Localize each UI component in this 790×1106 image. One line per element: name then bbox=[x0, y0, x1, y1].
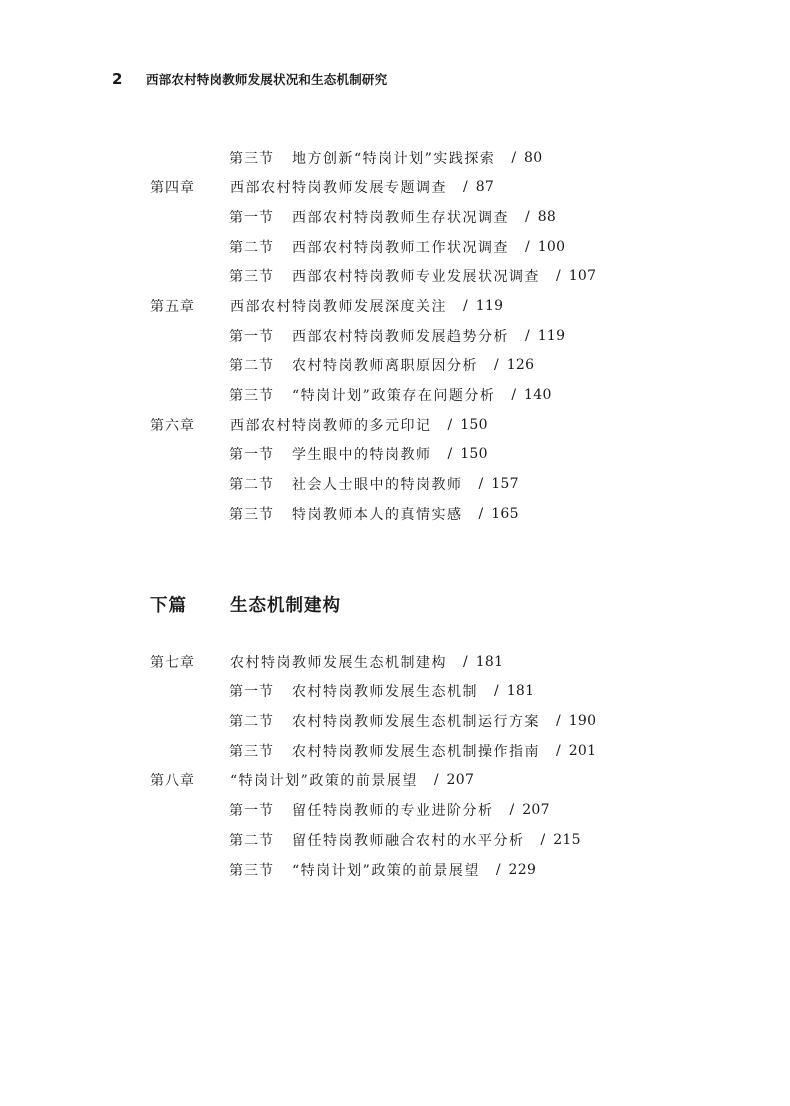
toc-chapter-title: 农村特岗教师发展生态机制建构 bbox=[230, 655, 447, 671]
toc-section-title: 地方创新“特岗计划”实践探索 bbox=[292, 151, 496, 167]
toc-section-title: 西部农村特岗教师专业发展状况调查 bbox=[292, 269, 540, 285]
toc-chapter-row[interactable] bbox=[150, 176, 494, 198]
toc-section-title: 社会人士眼中的特岗教师 bbox=[292, 477, 463, 493]
toc-page-number: 100 bbox=[537, 239, 566, 255]
part-title: 生态机制建构 bbox=[230, 595, 341, 616]
toc-page-number: 88 bbox=[537, 209, 557, 225]
toc-section-label: 第一节 bbox=[229, 210, 274, 226]
toc-page-number: 207 bbox=[522, 802, 550, 818]
toc-separator: / bbox=[511, 387, 517, 403]
toc-section-label: 第二节 bbox=[229, 240, 274, 256]
toc-separator: / bbox=[478, 506, 484, 522]
toc-section-title: 农村特岗教师发展生态机制操作指南 bbox=[292, 744, 540, 760]
toc-section-label: 第三节 bbox=[229, 744, 274, 760]
toc-section-row[interactable] bbox=[229, 859, 536, 881]
toc-chapter-title: “特岗计划”政策的前景展望 bbox=[230, 773, 418, 789]
toc-section-label: 第三节 bbox=[229, 507, 274, 523]
toc-page-number: 207 bbox=[446, 772, 475, 788]
toc-section-label: 第三节 bbox=[229, 388, 274, 404]
toc-separator: / bbox=[525, 328, 530, 344]
toc-chapter-label: 第八章 bbox=[150, 773, 195, 789]
toc-section-row[interactable] bbox=[229, 354, 534, 376]
toc-page-number: 215 bbox=[553, 832, 581, 848]
toc-separator: / bbox=[494, 683, 499, 699]
toc-chapter-row[interactable] bbox=[150, 295, 503, 317]
toc-section-row[interactable] bbox=[229, 147, 542, 169]
toc-section-label: 第一节 bbox=[229, 329, 274, 345]
toc-separator: / bbox=[478, 476, 484, 492]
toc-separator: / bbox=[525, 209, 530, 225]
toc-chapter-label: 第七章 bbox=[150, 655, 195, 671]
toc-page-number: 107 bbox=[568, 268, 597, 284]
toc-page-number: 80 bbox=[524, 150, 543, 166]
toc-section-label: 第一节 bbox=[229, 447, 274, 463]
toc-section-title: “特岗计划”政策的前景展望 bbox=[292, 863, 480, 879]
toc-separator: / bbox=[494, 357, 499, 373]
toc-section-row[interactable] bbox=[229, 680, 534, 702]
toc-section-row[interactable] bbox=[229, 236, 565, 258]
toc-section-title: 农村特岗教师离职原因分析 bbox=[292, 358, 478, 374]
toc-separator: / bbox=[433, 772, 439, 788]
toc-section-label: 第二节 bbox=[229, 477, 274, 493]
toc-separator: / bbox=[463, 654, 468, 670]
toc-section-label: 第一节 bbox=[229, 803, 274, 819]
toc-section-title: 农村特岗教师发展生态机制 bbox=[292, 684, 478, 700]
toc-separator: / bbox=[540, 832, 546, 848]
toc-section-title: 留任特岗教师融合农村的水平分析 bbox=[292, 833, 525, 849]
toc-section-row[interactable] bbox=[229, 265, 596, 287]
toc-separator: / bbox=[511, 150, 517, 166]
toc-page-number: 229 bbox=[508, 862, 537, 878]
toc-separator: / bbox=[447, 446, 453, 462]
toc-section-label: 第一节 bbox=[229, 684, 274, 700]
toc-section-title: 西部农村特岗教师生存状况调查 bbox=[292, 210, 509, 226]
toc-section-label: 第二节 bbox=[229, 358, 274, 374]
toc-separator: / bbox=[556, 268, 561, 284]
toc-separator: / bbox=[556, 713, 561, 729]
toc-separator: / bbox=[509, 802, 515, 818]
toc-section-label: 第三节 bbox=[229, 863, 274, 879]
toc-page-number: 119 bbox=[537, 328, 566, 344]
toc-page-number: 181 bbox=[506, 683, 535, 699]
toc-chapter-row[interactable] bbox=[150, 651, 503, 673]
toc-page-number: 140 bbox=[524, 387, 552, 403]
toc-chapter-label: 第五章 bbox=[150, 299, 195, 315]
running-header bbox=[112, 68, 387, 90]
toc-section-row[interactable] bbox=[229, 325, 565, 347]
page-number: 2 bbox=[112, 70, 123, 88]
part-label: 下篇 bbox=[150, 595, 187, 616]
toc-section-row[interactable] bbox=[229, 829, 581, 851]
toc-page-number: 201 bbox=[568, 743, 597, 759]
toc-section-label: 第三节 bbox=[229, 269, 274, 285]
toc-section-title: “特岗计划”政策存在问题分析 bbox=[292, 388, 496, 404]
toc-page-number: 87 bbox=[475, 179, 495, 195]
toc-section-row[interactable] bbox=[229, 443, 488, 465]
toc-section-title: 西部农村特岗教师工作状况调查 bbox=[292, 240, 509, 256]
toc-section-row[interactable] bbox=[229, 799, 550, 821]
toc-page-number: 150 bbox=[460, 446, 488, 462]
toc-chapter-row[interactable] bbox=[150, 414, 488, 436]
toc-separator: / bbox=[463, 179, 468, 195]
toc-section-row[interactable] bbox=[229, 384, 552, 406]
toc-page-number: 190 bbox=[568, 713, 597, 729]
toc-section-row[interactable] bbox=[229, 740, 596, 762]
toc-page-number: 126 bbox=[506, 357, 535, 373]
toc-section-row[interactable] bbox=[229, 503, 519, 525]
toc-chapter-title: 西部农村特岗教师发展深度关注 bbox=[230, 299, 447, 315]
toc-section-title: 农村特岗教师发展生态机制运行方案 bbox=[292, 714, 540, 730]
toc-separator: / bbox=[447, 417, 453, 433]
toc-separator: / bbox=[463, 298, 468, 314]
toc-chapter-title: 西部农村特岗教师发展专题调查 bbox=[230, 180, 447, 196]
toc-separator: / bbox=[556, 743, 561, 759]
toc-page-number: 119 bbox=[475, 298, 504, 314]
toc-section-title: 特岗教师本人的真情实感 bbox=[292, 507, 463, 523]
toc-section-title: 西部农村特岗教师发展趋势分析 bbox=[292, 329, 509, 345]
toc-chapter-label: 第四章 bbox=[150, 180, 195, 196]
toc-page-number: 181 bbox=[475, 654, 504, 670]
toc-section-title: 学生眼中的特岗教师 bbox=[292, 447, 432, 463]
toc-section-row[interactable] bbox=[229, 473, 519, 495]
toc-separator: / bbox=[495, 862, 501, 878]
toc-chapter-label: 第六章 bbox=[150, 418, 195, 434]
toc-page-number: 165 bbox=[491, 506, 519, 522]
toc-section-label: 第二节 bbox=[229, 833, 274, 849]
toc-section-title: 留任特岗教师的专业进阶分析 bbox=[292, 803, 494, 819]
toc-page-number: 150 bbox=[460, 417, 488, 433]
part-heading bbox=[150, 591, 341, 617]
toc-section-label: 第二节 bbox=[229, 714, 274, 730]
toc-chapter-row[interactable] bbox=[150, 769, 474, 791]
toc-chapter-title: 西部农村特岗教师的多元印记 bbox=[230, 418, 432, 434]
toc-section-row[interactable] bbox=[229, 206, 556, 228]
toc-section-label: 第三节 bbox=[229, 151, 274, 167]
toc-separator: / bbox=[525, 239, 530, 255]
book-title: 西部农村特岗教师发展状况和生态机制研究 bbox=[146, 72, 388, 87]
toc-page-number: 157 bbox=[491, 476, 519, 492]
toc-section-row[interactable] bbox=[229, 710, 596, 732]
